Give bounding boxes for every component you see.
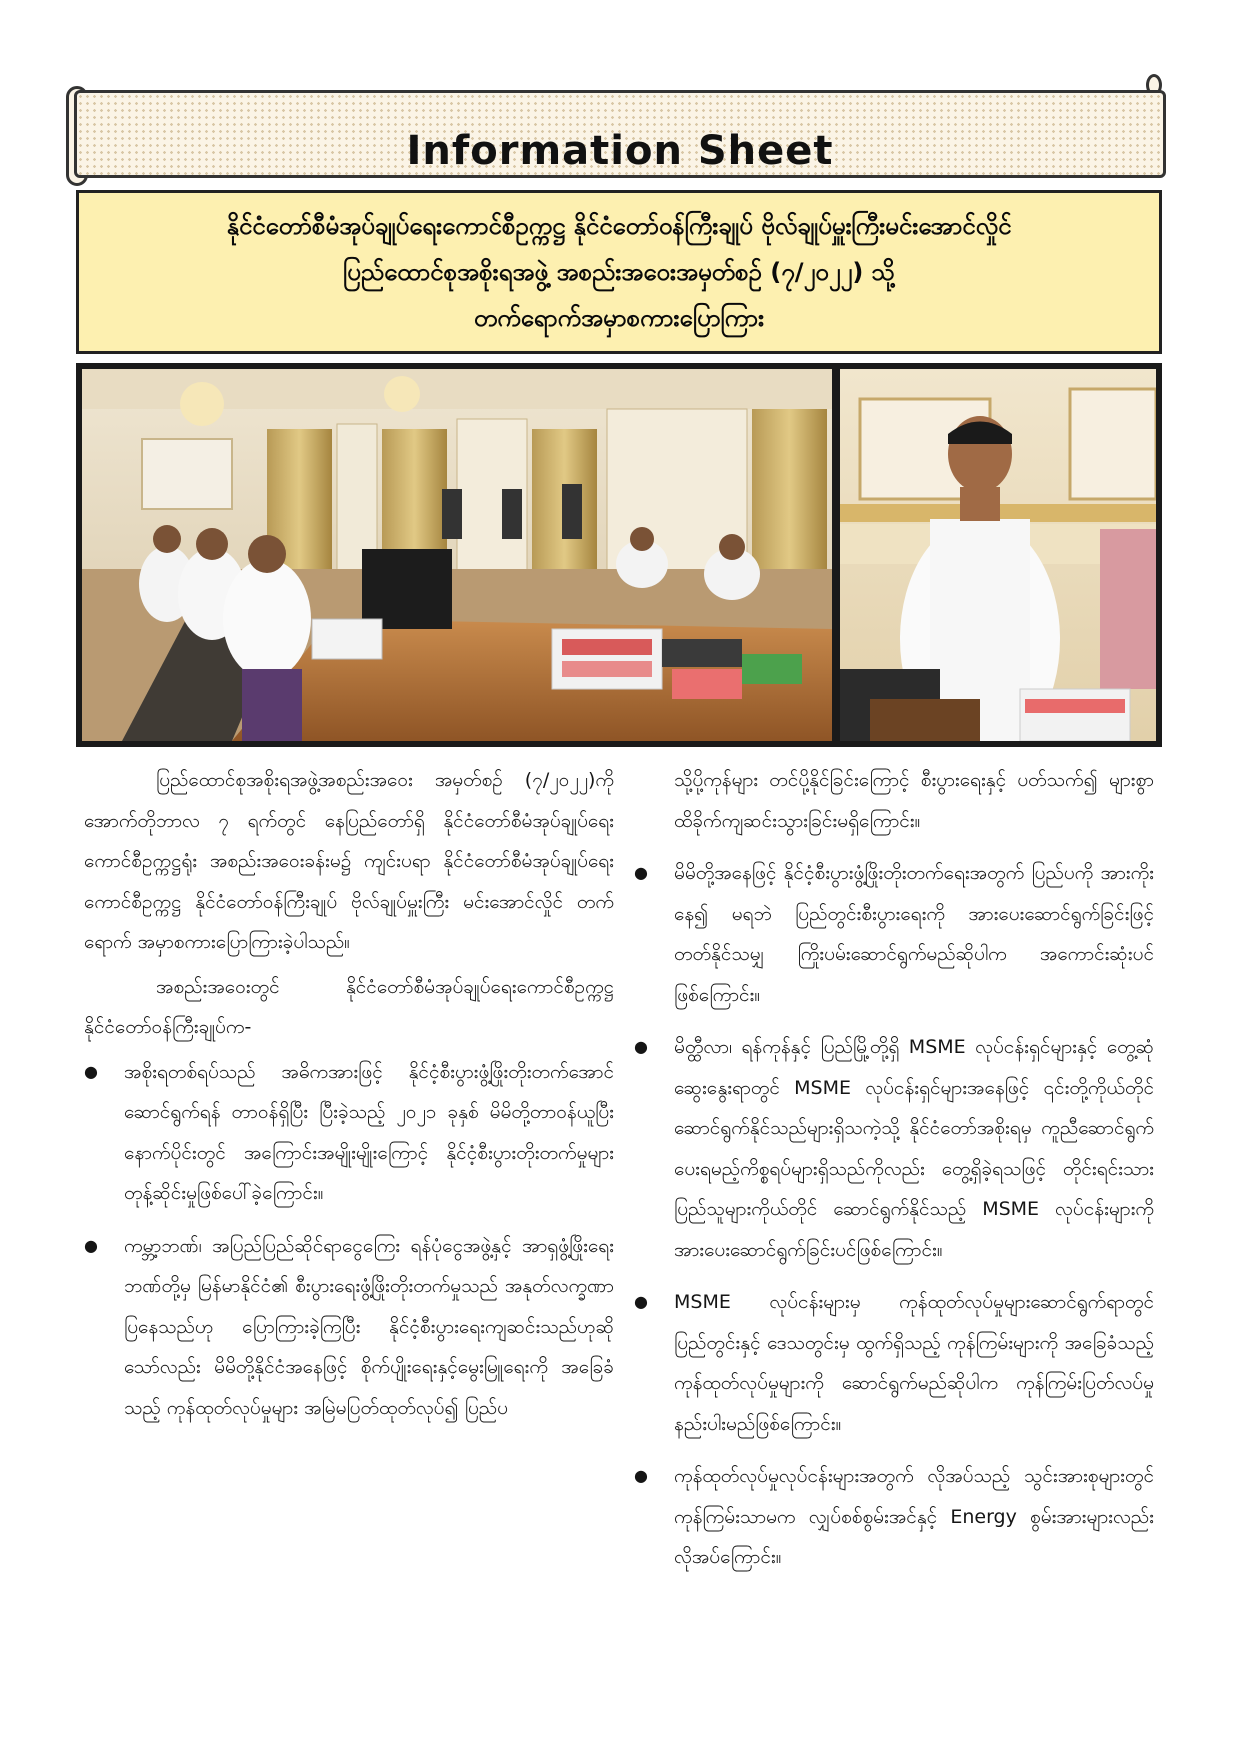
headline-line-3: တက်ရောက်အမှာစကားပြောကြား	[473, 304, 765, 332]
photo-frame	[76, 363, 1162, 747]
body-paragraph-2: အစည်းအဝေးတွင် နိုင်ငံတော်စီမံအုပ်ချုပ်ရေးကောင်စီဥက္ကဋ္ဌ နိုင်ငံတော်ဝန်ကြီးချုပ်က-	[84, 975, 614, 1038]
headline-box	[76, 190, 1162, 354]
headline-line-1: နိုင်ငံတော်စီမံအုပ်ချုပ်ရေးကောင်စီဥက္ကဋ္ဌ နိုင်ငံတော်ဝန်ကြီးချုပ် ဗိုလ်ချုပ်မှူးကြီးမင်းအောင်လှိုင်	[226, 212, 1012, 240]
bullet-item-3: ● မိမိတို့အနေဖြင့် နိုင်ငံ့စီးပွားဖွံ့ဖြိုးတိုးတက်ရေးအတွက် ပြည်ပကို အားကိုးနေ၍ မရဘဲ ပြည်တွင်းစီးပွားရေးကို အားပေးဆောင်ရွက်ခြင်းဖြင့် တတ်နိုင်သမျှ ကြိုးပမ်းဆောင်ရွက်မည်ဆိုပါက အကောင်းဆုံးပင်ဖြစ်ကြောင်း။	[634, 853, 1154, 1015]
title-banner	[74, 90, 1166, 178]
body-right-column	[634, 760, 1154, 1578]
bullet-item-1: ● အစိုးရတစ်ရပ်သည် အဓိကအားဖြင့် နိုင်ငံ့စီးပွားဖွံ့ဖြိုးတိုးတက်အောင် ဆောင်ရွက်ရန် တာဝန်ရှိပြီး ပြီးခဲ့သည့် ၂၀၂၁ ခုနှစ် မိမိတို့တာဝန်ယူပြီးနောက်ပိုင်းတွင် အကြောင်းအမျိုးမျိုးကြောင့် နိုင်ငံ့စီးပွားတိုးတက်မှုများ တုန့်ဆိုင်းမှုဖြစ်ပေါ်ခဲ့ကြောင်း။	[84, 1052, 614, 1214]
chairman-speaking-photo	[840, 369, 1156, 741]
bullet-item-6: ● ကုန်ထုတ်လုပ်မှုလုပ်ငန်းများအတွက် လိုအပ်သည့် သွင်းအားစုများတွင် ကုန်ကြမ်းသာမက လျှပ်စစ်စွမ်းအင်နှင့် Energy စွမ်းအားများလည်း လိုအပ်ကြောင်း။	[634, 1456, 1154, 1578]
bullet-continuation: သို့ပို့ကုန်များ တင်ပို့နိုင်ခြင်းကြောင့် စီးပွားရေးနှင့် ပတ်သက်၍ များစွာထိခိုက်ကျဆင်းသွားခြင်းမရှိကြောင်း။	[674, 769, 1154, 832]
banner-title: Information Sheet	[406, 128, 834, 174]
meeting-room-photo	[82, 369, 832, 741]
body-left-column	[84, 760, 614, 1428]
body-paragraph-1: ပြည်ထောင်စုအစိုးရအဖွဲ့အစည်းအဝေး အမှတ်စဉ် (၇/၂၀၂၂)ကို အောက်တိုဘာလ ၇ ရက်တွင် နေပြည်တော်ရှိ နိုင်ငံတော်စီမံအုပ်ချုပ်ရေးကောင်စီဥက္ကဋ္ဌရုံး အစည်းအဝေးခန်းမ၌ ကျင်းပရာ နိုင်ငံတော်စီမံအုပ်ချုပ်ရေးကောင်စီဥက္ကဋ္ဌ နိုင်ငံတော်ဝန်ကြီးချုပ် ဗိုလ်ချုပ်မှူးကြီး မင်းအောင်လှိုင် တက်ရောက် အမှာစကားပြောကြားခဲ့ပါသည်။	[84, 769, 614, 953]
headline-line-2: ပြည်ထောင်စုအစိုးရအဖွဲ့ အစည်းအဝေးအမှတ်စဉ် (၇/၂၀၂၂) သို့	[343, 258, 895, 286]
bullet-item-4: ● မိတ္ထီလာ၊ ရန်ကုန်နှင့် ပြည်မြို့တို့ရှိ MSME လုပ်ငန်းရှင်များနှင့် တွေ့ဆုံဆွေးနွေးရာတွင် MSME လုပ်ငန်းရှင်များအနေဖြင့် ၎င်းတို့ကိုယ်တိုင်ဆောင်ရွက်နိုင်သည်များရှိသကဲ့သို့ နိုင်ငံတော်အစိုးရမှ ကူညီဆောင်ရွက်ပေးရမည့်ကိစ္စရပ်များရှိသည်ကိုလည်း တွေ့ရှိခဲ့ရသဖြင့် တိုင်းရင်းသားပြည်သူများကိုယ်တိုင် ဆောင်ရွက်နိုင်သည့် MSME လုပ်ငန်းများကို အားပေးဆောင်ရွက်ခြင်းပင်ဖြစ်ကြောင်း။	[634, 1027, 1154, 1270]
bullet-item-5: ● MSME လုပ်ငန်းများမှ ကုန်ထုတ်လုပ်မှုများဆောင်ရွက်ရာတွင် ပြည်တွင်းနှင့် ဒေသတွင်းမှ ထွက်ရှိသည့် ကုန်ကြမ်းများကို အခြေခံသည့် ကုန်ထုတ်လုပ်မှုများကို ဆောင်ရွက်မည်ဆိုပါက ကုန်ကြမ်းပြတ်လပ်မှု နည်းပါးမည်ဖြစ်ကြောင်း။	[634, 1282, 1154, 1444]
bullet-item-2: ● ကမ္ဘာ့ဘဏ်၊ အပြည်ပြည်ဆိုင်ရာငွေကြေး ရန်ပုံငွေအဖွဲ့နှင့် အာရှဖွံ့ဖြိုးရေးဘဏ်တို့မှ မြန်မာနိုင်ငံ၏ စီးပွားရေးဖွံ့ဖြိုးတိုးတက်မှုသည် အနုတ်လက္ခဏာပြနေသည်ဟု ပြောကြားခဲ့ကြပြီး နိုင်ငံ့စီးပွားရေးကျဆင်းသည်ဟုဆိုသော်လည်း မိမိတို့နိုင်ငံအနေဖြင့် စိုက်ပျိုးရေးနှင့်မွေးမြူရေးကို အခြေခံသည့် ကုန်ထုတ်လုပ်မှုများ အမြဲမပြတ်ထုတ်လုပ်၍ ပြည်ပ	[84, 1226, 614, 1429]
